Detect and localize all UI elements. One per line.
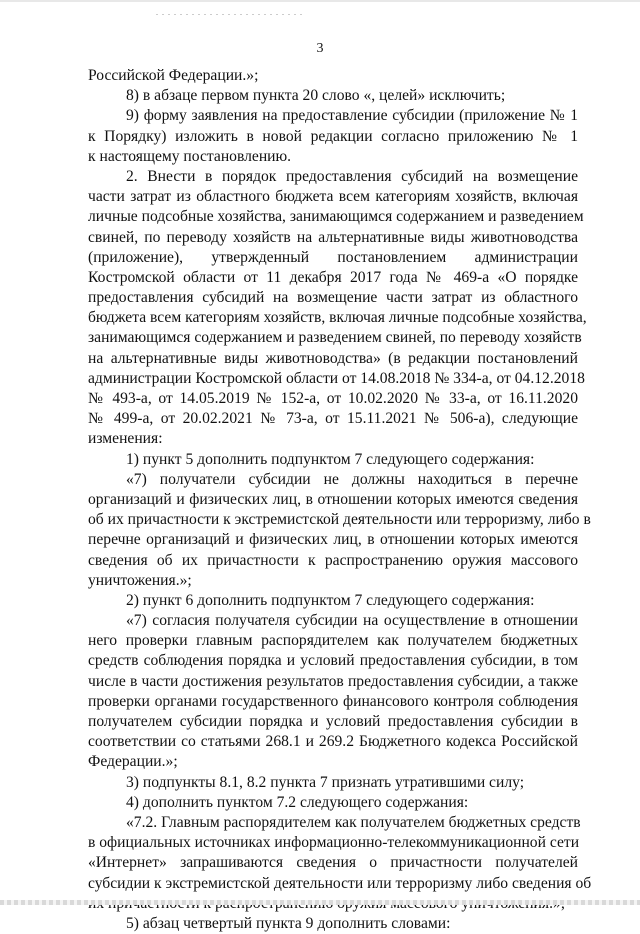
- text-line: предоставления субсидий на возмещение части затрат из областного: [88, 289, 578, 307]
- text-line: него проверки главным распорядителем как получателем бюджетных: [88, 632, 578, 650]
- text-line: «Интернет» запрашиваются сведения о причастности получателей: [88, 854, 578, 872]
- text-line: «7.2. Главным распорядителем как получателем бюджетных средств: [126, 813, 581, 831]
- text-line: 4) дополнить пунктом 7.2 следующего содержания:: [126, 793, 469, 811]
- text-line: к настоящему постановлению.: [88, 147, 292, 165]
- text-line: «7) согласия получателя субсидии на осуществление в отношении: [126, 612, 578, 630]
- text-line: Российской Федерации.»;: [88, 67, 259, 84]
- text-line: соответствии со статьями 268.1 и 269.2 Бюджетного кодекса Российской: [88, 733, 578, 751]
- text-line: № 499-а, от 20.02.2021 № 73-а, от 15.11.2021 № 506-а), следующие: [88, 410, 578, 428]
- text-line: 3) подпункты 8.1, 8.2 пункта 7 признать утратившими силу;: [126, 773, 525, 791]
- page-number: 3: [316, 41, 324, 56]
- text-line: сведения об их причастности к распространению оружия массового: [88, 551, 578, 569]
- text-line: 2) пункт 6 дополнить подпунктом 7 следующего содержания:: [126, 591, 535, 609]
- text-line: в официальных источниках информационно-телекоммуникационной сети: [88, 834, 580, 852]
- text-line: перечне организаций и физических лиц, в отношении которых имеются: [88, 531, 578, 549]
- text-line: личные подсобные хозяйства, занимающимся содержанием и разведением: [88, 208, 584, 226]
- document-body: [88, 66, 592, 934]
- text-line: к Порядку) изложить в новой редакции согласно приложению № 1: [88, 127, 578, 145]
- text-line: бюджета всем категориям хозяйств, включая личные подсобные хозяйства,: [88, 309, 587, 327]
- text-line: Федерации.»;: [88, 753, 178, 771]
- text-line: части затрат из областного бюджета всем категориям хозяйств, включая: [88, 188, 578, 206]
- text-line: свиней, по переводу хозяйств на альтернативные виды животноводства: [88, 228, 578, 246]
- text-line: администрации Костромской области от 14.08.2018 № 334-а, от 04.12.2018: [88, 369, 585, 387]
- text-line: на альтернативные виды животноводства» (в редакции постановлений: [88, 349, 578, 367]
- text-line: 1) пункт 5 дополнить подпунктом 7 следующего содержания:: [126, 450, 535, 468]
- text-line: (приложение), утвержденный постановлением администрации: [88, 248, 578, 266]
- text-line: «7) получатели субсидии не должны находиться в перечне: [126, 470, 578, 488]
- text-line: 8) в абзаце первом пункта 20 слово «, целей» исключить;: [126, 87, 506, 105]
- scan-edge-top: [0, 0, 640, 2]
- scan-mark-top: [156, 14, 306, 15]
- text-line: 9) форму заявления на предоставление субсидии (приложение № 1: [126, 107, 578, 125]
- text-line: средств соблюдения порядка и условий предоставления субсидии, в том: [88, 652, 578, 670]
- text-line: № 493-а, от 14.05.2019 № 152-а, от 10.02.2020 № 33-а, от 16.11.2020: [88, 390, 578, 407]
- text-line: уничтожения.»;: [88, 571, 192, 589]
- text-line: занимающимся содержанием и разведением свиней, по переводу хозяйств: [88, 329, 582, 347]
- text-line: изменения:: [88, 430, 163, 448]
- text-line: субсидии к экстремистской деятельности или терроризму либо сведения об: [88, 874, 592, 892]
- text-line: проверки органами государственного финансового контроля соблюдения: [88, 692, 578, 710]
- text-line: организаций и физических лиц, в отношении которых имеются сведения: [88, 490, 578, 508]
- text-line: Костромской области от 11 декабря 2017 года № 469-а «О порядке: [88, 268, 578, 286]
- scan-edge-bottom: [0, 900, 640, 905]
- text-line: получателем субсидии порядка и условий предоставления субсидии в: [88, 713, 578, 730]
- text-line: 5) абзац четвертый пункта 9 дополнить словами:: [126, 914, 451, 932]
- text-line: об их причастности к экстремистской деятельности или терроризму, либо в: [88, 511, 591, 529]
- text-line: 2. Внести в порядок предоставления субсидий на возмещение: [126, 167, 578, 185]
- text-line: числе в части достижения результатов предоставления субсидии, а также: [88, 672, 578, 690]
